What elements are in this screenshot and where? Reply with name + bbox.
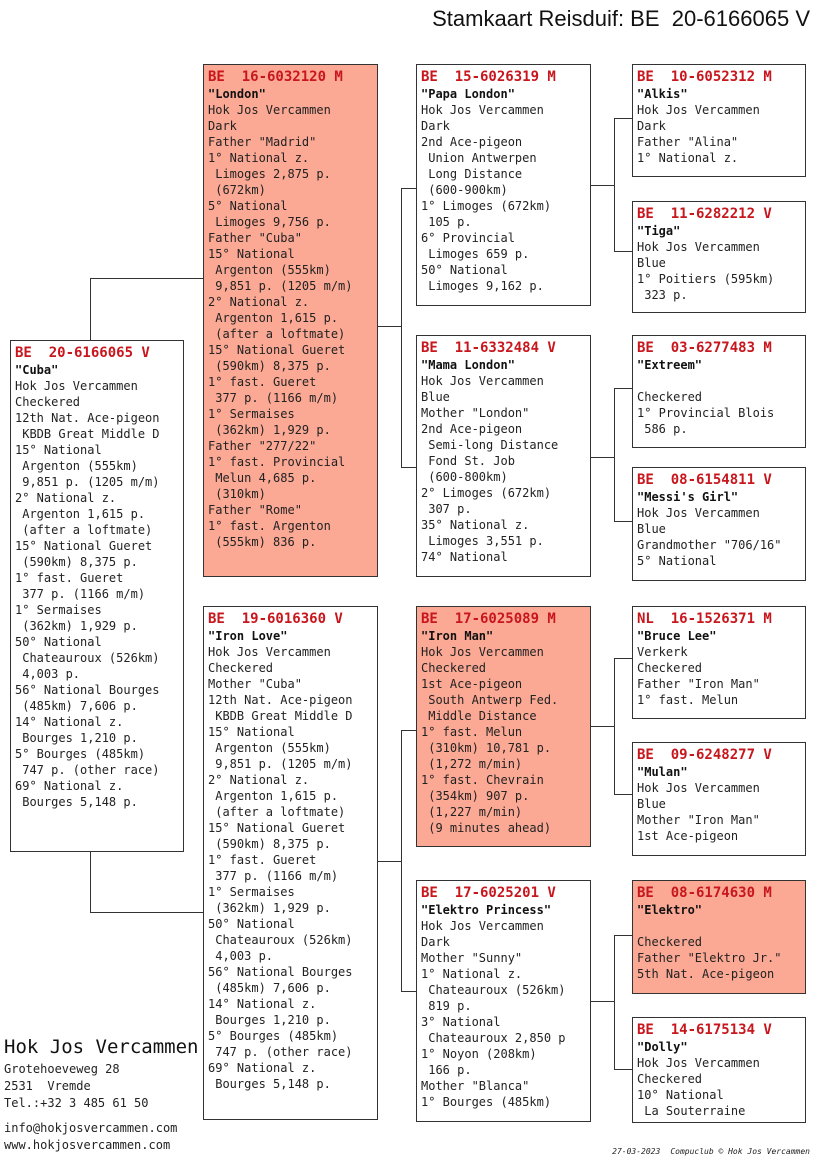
connector-line [614,118,633,119]
connector-line [590,185,615,186]
pedigree-line: 105 p. [421,215,472,229]
pedigree-line: Bourges 1,210 p. [15,731,138,745]
pedigree-line: (after a loftmate) [208,327,346,341]
breeder-city: 2531 Vremde [4,1079,91,1093]
pedigree-line: 9,851 p. (1205 m/m) [208,279,353,293]
pedigree-line: Hok Jos Vercammen [637,240,760,254]
pedigree-line: (310km) 10,781 p. [421,741,552,755]
breeder-website[interactable]: www.hokjosvercammen.com [4,1138,171,1152]
ring-number: BE 17-6025201 V [421,885,556,901]
pedigree-line: Dark [637,119,666,133]
pedigree-line: Checkered [637,390,703,404]
pedigree-line: (after a loftmate) [208,805,346,819]
pedigree-line: 15° National Gueret [208,343,346,357]
pedigree-line: 323 p. [637,288,688,302]
pedigree-line: Hok Jos Vercammen [208,645,331,659]
pedigree-line: 50° National [208,917,295,931]
pedigree-line: 1° fast. Provincial [208,455,346,469]
pedigree-line: Hok Jos Vercammen [421,645,544,659]
pedigree-line: Checkered [208,661,274,675]
connector-line [90,278,204,279]
pedigree-line: Father "Iron Man" [637,677,760,691]
pedigree-line: 2° National z. [15,491,117,505]
pedigree-line: (590km) 8,375 p. [208,837,331,851]
pedigree-card-father-mother [416,335,591,577]
pedigree-line: 377 p. (1166 m/m) [15,587,146,601]
pedigree-line: Semi-long Distance [421,438,559,452]
pigeon-name: "Iron Man" [421,629,494,643]
pedigree-line: Fond St. Job [421,454,515,468]
footer-date: 27-03-2023 [612,1147,661,1156]
pedigree-line: 1° Provincial Blois [637,406,775,420]
pedigree-line: KBDB Great Middle D [208,709,353,723]
pedigree-line: 1° Noyon (208km) [421,1047,537,1061]
pedigree-card-mmf [632,880,806,994]
pedigree-line: 5° National [208,199,288,213]
ring-number: BE 10-6052312 M [637,69,772,85]
pedigree-line: (362km) 1,929 p. [208,901,331,915]
pedigree-line: (362km) 1,929 p. [15,619,138,633]
pedigree-line: 56° National Bourges [15,683,160,697]
connector-line [401,188,417,189]
connector-line [590,1001,615,1002]
pedigree-line: Dark [421,119,450,133]
pedigree-line: 2nd Ace-pigeon [421,135,523,149]
pedigree-line: Father "Madrid" [208,135,317,149]
pedigree-line: 1° Bourges (485km) [421,1095,552,1109]
pedigree-line: Hok Jos Vercammen [637,1056,760,1070]
ring-number: BE 15-6026319 M [421,69,556,85]
pedigree-line: Checkered [637,661,703,675]
pedigree-line: 5° Bourges (485km) [208,1029,339,1043]
pedigree-line: 1° fast. Argenton [208,519,331,533]
pedigree-line: South Antwerp Fed. [421,693,559,707]
pedigree-line: KBDB Great Middle D [15,427,160,441]
pedigree-line: Argenton 1,615 p. [15,507,146,521]
pedigree-line: 1° fast. Melun [637,693,739,707]
pedigree-line: 4,003 p. [15,667,81,681]
ring-number: NL 16-1526371 M [637,611,772,627]
pigeon-name: "London" [208,87,266,101]
connector-line [614,935,615,1070]
connector-line [614,388,633,389]
pedigree-line: Father "Elektro Jr." [637,951,782,965]
pedigree-card-mfm [632,742,806,856]
connector-line [401,730,417,731]
pedigree-card-father-father [416,64,591,306]
pedigree-line: 377 p. (1166 m/m) [208,391,339,405]
pedigree-line: Limoges 9,756 p. [208,215,331,229]
pedigree-line: Middle Distance [421,709,537,723]
pedigree-line: La Souterraine [637,1104,746,1118]
connector-line [614,521,633,522]
pedigree-line: 1° Limoges (672km) [421,199,552,213]
connector-line [590,457,615,458]
pigeon-name: "Extreem" [637,358,703,372]
pedigree-line: (485km) 7,606 p. [15,699,138,713]
connector-line [90,852,91,913]
pedigree-line: Limoges 659 p. [421,247,530,261]
pedigree-line: 9,851 p. (1205 m/m) [15,475,160,489]
pedigree-line: 166 p. [421,1063,472,1077]
pedigree-line: 1° National z. [637,151,739,165]
pedigree-line: Hok Jos Vercammen [208,103,331,117]
pedigree-line: Argenton (555km) [208,263,331,277]
pigeon-name: "Messi's Girl" [637,490,739,504]
pigeon-name: "Papa London" [421,87,515,101]
pedigree-line: 35° National z. [421,518,530,532]
pedigree-line: 15° National Gueret [208,821,346,835]
pedigree-line: 3° National [421,1015,501,1029]
pedigree-line: 377 p. (1166 m/m) [208,869,339,883]
pedigree-line: Checkered [421,661,487,675]
pedigree-line: 819 p. [421,999,472,1013]
pedigree-line: 2° National z. [208,295,310,309]
pigeon-name: "Elektro" [637,903,703,917]
pedigree-card-mother [203,606,378,1120]
pedigree-line: (310km) [208,487,266,501]
pedigree-line: Hok Jos Vercammen [637,781,760,795]
pedigree-line: 5° National [637,554,717,568]
pedigree-line: Mother "Cuba" [208,677,302,691]
pedigree-line: 2° National z. [208,773,310,787]
pedigree-line: Argenton 1,615 p. [208,789,339,803]
pedigree-line: Bourges 5,148 p. [208,1077,331,1091]
pedigree-line: 4,003 p. [208,949,274,963]
pedigree-line: Mother "Blanca" [421,1079,530,1093]
connector-line [401,467,417,468]
pedigree-line: Grandmother "706/16" [637,538,782,552]
pedigree-card-mff [632,606,806,719]
pedigree-line: 1st Ace-pigeon [421,677,523,691]
pedigree-line: 50° National [15,635,102,649]
connector-line [614,794,633,795]
pigeon-name: "Elektro Princess" [421,903,552,917]
pedigree-card-fmm [632,467,806,581]
pedigree-line: (9 minutes ahead) [421,821,552,835]
connector-line [90,278,91,340]
pedigree-line: 1° fast. Melun [421,725,523,739]
pedigree-line: (after a loftmate) [15,523,153,537]
pedigree-card-father [203,64,378,577]
pedigree-line: 15° National [208,725,295,739]
ring-number: BE 14-6175134 V [637,1022,772,1038]
pedigree-line: Argenton (555km) [208,741,331,755]
pedigree-line: Hok Jos Vercammen [421,374,544,388]
pedigree-line: Chateauroux (526km) [421,983,566,997]
ring-number: BE 19-6016360 V [208,611,343,627]
footer-software: Compuclub © Hok Jos Vercammen [670,1147,810,1156]
connector-line [377,861,402,862]
pedigree-line: 9,851 p. (1205 m/m) [208,757,353,771]
pedigree-line: 307 p. [421,502,472,516]
connector-line [614,1069,633,1070]
connector-line [401,730,402,992]
pedigree-card-ffm [632,201,806,313]
pedigree-line: Limoges 2,875 p. [208,167,331,181]
pedigree-line: 747 p. (other race) [208,1045,353,1059]
connector-line [614,388,615,522]
pedigree-line: (590km) 8,375 p. [15,555,138,569]
footer [593,1138,811,1156]
pedigree-line: Checkered [15,395,81,409]
pedigree-line: Dark [421,935,450,949]
pedigree-line: Hok Jos Vercammen [637,103,760,117]
pedigree-line: Chateauroux (526km) [208,933,353,947]
pedigree-line: Long Distance [421,167,523,181]
pedigree-line: (600-900km) [421,183,508,197]
connector-line [90,912,205,913]
pedigree-line: Father "Cuba" [208,231,302,245]
pedigree-line: (600-800km) [421,470,508,484]
pedigree-line: 2nd Ace-pigeon [421,422,523,436]
pedigree-line: Mother "Iron Man" [637,813,760,827]
page-title: Stamkaart Reisduif: BE 20-6166065 V [432,6,810,31]
breeder-info [4,1036,198,1154]
pedigree-card-mmm [632,1017,806,1123]
pedigree-line: 6° Provincial [421,231,515,245]
pedigree-line: Argenton 1,615 p. [208,311,339,325]
pedigree-line: Mother "London" [421,406,530,420]
pedigree-line: (1,272 m/min) [421,757,523,771]
ring-number: BE 09-6248277 V [637,747,772,763]
pedigree-line: 15° National Gueret [15,539,153,553]
pedigree-line: 69° National z. [15,779,124,793]
connector-line [614,935,633,936]
connector-line [614,118,615,252]
ring-number: BE 08-6154811 V [637,472,772,488]
pedigree-line: Hok Jos Vercammen [421,919,544,933]
pedigree-line: 14° National z. [208,997,317,1011]
pedigree-line: Checkered [637,1072,703,1086]
pigeon-name: "Bruce Lee" [637,629,717,643]
pedigree-line: Blue [421,390,450,404]
pedigree-line: Limoges 9,162 p. [421,279,544,293]
pedigree-card-mother-father [416,606,591,847]
pedigree-line: Argenton (555km) [15,459,138,473]
breeder-phone: Tel.:+32 3 485 61 50 [4,1096,149,1110]
pigeon-name: "Iron Love" [208,629,288,643]
pigeon-name: "Tiga" [637,224,681,238]
pedigree-line: Limoges 3,551 p. [421,534,544,548]
ring-number: BE 11-6282212 V [637,206,772,222]
pedigree-line: 1° fast. Gueret [208,375,317,389]
connector-line [401,991,417,992]
pedigree-line: 69° National z. [208,1061,317,1075]
pedigree-line: Father "Alina" [637,135,739,149]
pedigree-line: 15° National [15,443,102,457]
pedigree-card-mother-mother [416,880,591,1122]
pedigree-line: 1° Sermaises [15,603,102,617]
pedigree-line: (354km) 907 p. [421,789,530,803]
pigeon-name: "Mulan" [637,765,688,779]
pedigree-line: Bourges 1,210 p. [208,1013,331,1027]
pedigree-line: Father "277/22" [208,439,317,453]
pedigree-line: Bourges 5,148 p. [15,795,138,809]
pigeon-name: "Cuba" [15,363,59,377]
pedigree-line [637,373,801,389]
pedigree-line: Checkered [637,935,703,949]
connector-line [401,188,402,468]
pedigree-line: 5th Nat. Ace-pigeon [637,967,775,981]
pedigree-line: Blue [637,522,666,536]
pedigree-line: Chateauroux (526km) [15,651,160,665]
pedigree-line: Melun 4,685 p. [208,471,317,485]
pedigree-line: 1° fast. Chevrain [421,773,544,787]
pedigree-line: (555km) 836 p. [208,535,317,549]
pedigree-card-fmf [632,335,806,448]
pedigree-line: (672km) [208,183,266,197]
pedigree-line: 15° National [208,247,295,261]
ring-number: BE 03-6277483 M [637,340,772,356]
pedigree-line: 12th Nat. Ace-pigeon [15,411,160,425]
pedigree-card-subject [10,340,184,852]
pedigree-card-fff [632,64,806,177]
pedigree-line: 1° Sermaises [208,885,295,899]
pedigree-line: Mother "Sunny" [421,951,523,965]
pedigree-line: Hok Jos Vercammen [15,379,138,393]
pedigree-line: 1° Poitiers (595km) [637,272,775,286]
pedigree-line: 1° National z. [421,967,523,981]
pedigree-line: 747 p. (other race) [15,763,160,777]
pedigree-line: Blue [637,797,666,811]
pedigree-line: (485km) 7,606 p. [208,981,331,995]
pedigree-line: Blue [637,256,666,270]
pedigree-line [637,918,801,934]
pedigree-line: (590km) 8,375 p. [208,359,331,373]
connector-line [614,658,633,659]
ring-number: BE 20-6166065 V [15,345,150,361]
pedigree-line: 586 p. [637,422,688,436]
pedigree-line: Father "Rome" [208,503,302,517]
pedigree-line: Hok Jos Vercammen [637,506,760,520]
pedigree-line: 12th Nat. Ace-pigeon [208,693,353,707]
pedigree-line: 10° National [637,1088,724,1102]
pedigree-line: Hok Jos Vercammen [421,103,544,117]
connector-line [590,726,615,727]
breeder-email[interactable]: info@hokjosvercammen.com [4,1121,178,1135]
connector-line [377,326,402,327]
pedigree-line: Dark [208,119,237,133]
pedigree-line: 1° fast. Gueret [208,853,317,867]
pigeon-name: "Dolly" [637,1040,688,1054]
pigeon-name: "Alkis" [637,87,688,101]
ring-number: BE 11-6332484 V [421,340,556,356]
pedigree-line: 50° National [421,263,508,277]
pedigree-line: 1° National z. [208,151,310,165]
ring-number: BE 17-6025089 M [421,611,556,627]
pedigree-line: 14° National z. [15,715,124,729]
pedigree-line: 1st Ace-pigeon [637,829,739,843]
connector-line [614,251,633,252]
pedigree-line: Union Antwerpen [421,151,537,165]
pigeon-name: "Mama London" [421,358,515,372]
pedigree-line: 5° Bourges (485km) [15,747,146,761]
breeder-name: Hok Jos Vercammen [4,1036,199,1058]
ring-number: BE 08-6174630 M [637,885,772,901]
pedigree-line: 2° Limoges (672km) [421,486,552,500]
pedigree-line: 1° Sermaises [208,407,295,421]
pedigree-line: Verkerk [637,645,688,659]
pedigree-line: (1,227 m/min) [421,805,523,819]
breeder-street: Grotehoeveweg 28 [4,1062,120,1076]
pedigree-line: (362km) 1,929 p. [208,423,331,437]
ring-number: BE 16-6032120 M [208,69,343,85]
connector-line [614,658,615,795]
pedigree-line: 56° National Bourges [208,965,353,979]
pedigree-line: 74° National [421,550,508,564]
pedigree-line: 1° fast. Gueret [15,571,124,585]
pedigree-line: Chateauroux 2,850 p [421,1031,566,1045]
